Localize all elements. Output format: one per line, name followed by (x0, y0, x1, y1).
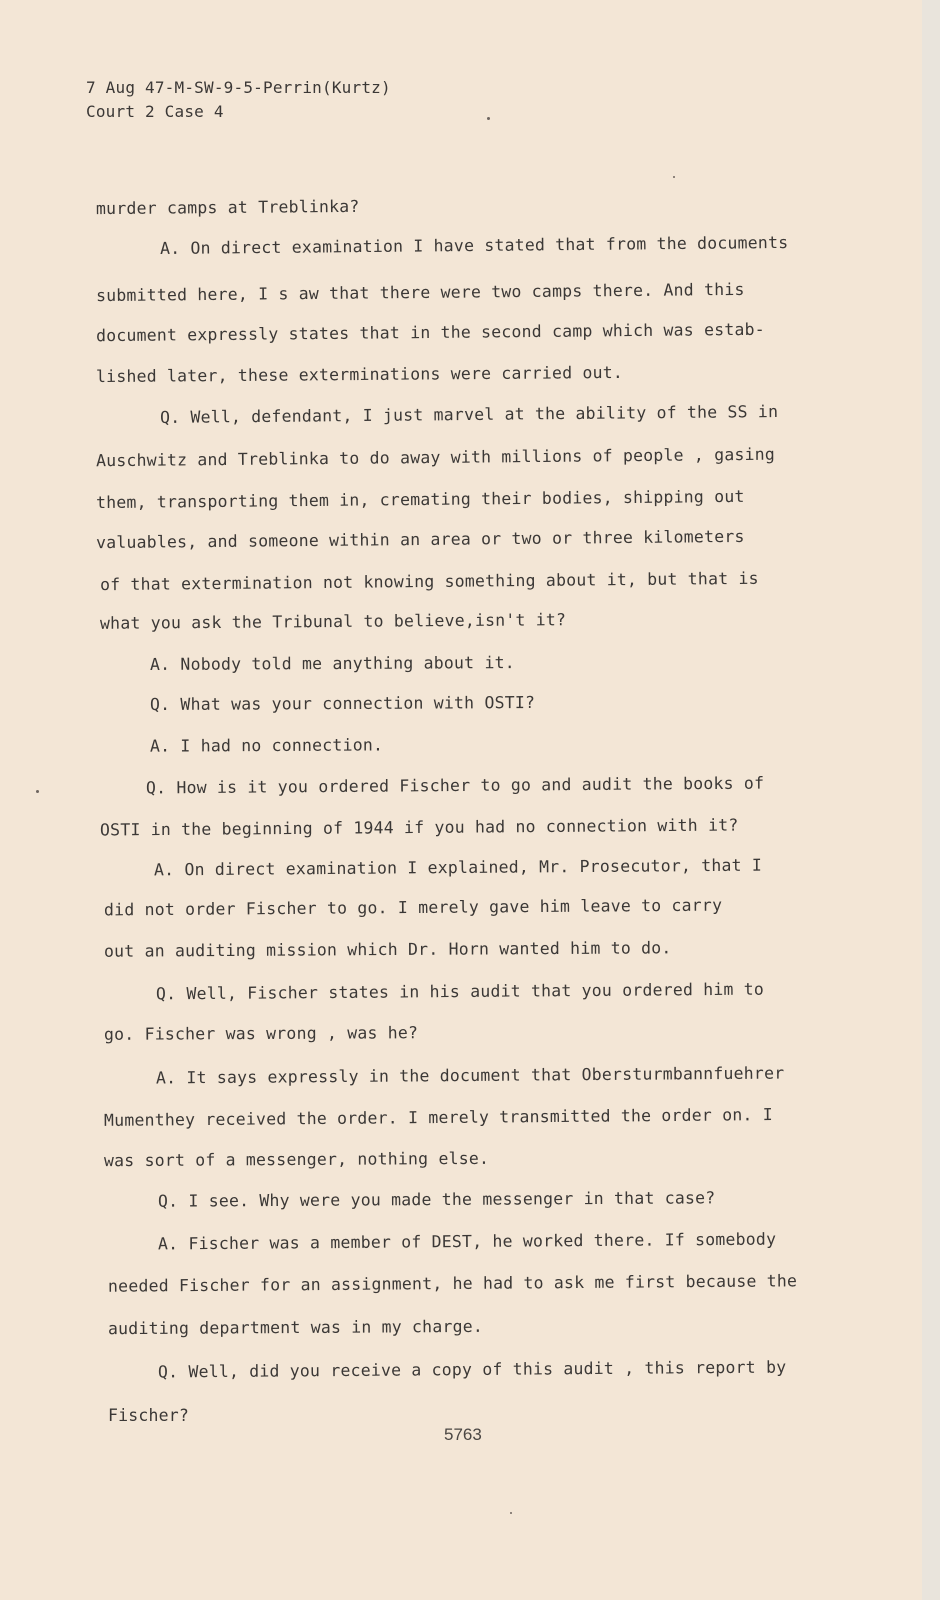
paper-speck (487, 117, 490, 120)
header-court-case: Court 2 Case 4 (86, 102, 224, 121)
transcript-line: A. I had no connection. (149, 735, 384, 756)
transcript-line: did not order Fischer to go. I merely gave him leave to carry (103, 895, 723, 920)
transcript-line: what you ask the Tribunal to believe,isn't it? (99, 610, 567, 633)
transcript-line: auditing department was in my charge. (107, 1316, 484, 1339)
transcript-line: Q. Well, did you receive a copy of this audit , this report by (157, 1357, 787, 1382)
transcript-line: Q. What was your connection with OSTI? (149, 692, 536, 715)
transcript-line: Fischer? (108, 1406, 190, 1425)
transcript-line: out an auditing mission which Dr. Horn wanted him to do. (103, 938, 672, 961)
transcript-line: needed Fischer for an assignment, he had to ask me first because the (107, 1271, 798, 1296)
paper-speck (36, 790, 39, 793)
transcript-line: Auschwitz and Treblinka to do away with millions of people , gasing (95, 444, 776, 471)
transcript-line: valuables, and someone within an area or two or three kilometers (95, 526, 745, 553)
transcript-line: A. On direct examination I have stated that from the documents (159, 232, 789, 259)
transcript-line: lished later, these exterminations were carried out. (95, 362, 624, 387)
transcript-line: Q. How is it you ordered Fischer to go and audit the books of (145, 773, 765, 798)
transcript-line: was sort of a messenger, nothing else. (103, 1148, 490, 1171)
transcript-line: A. Nobody told me anything about it. (149, 653, 515, 674)
transcript-line: Mumenthey received the order. I merely transmitted the order on. I (103, 1105, 773, 1130)
paper-speck (510, 1512, 512, 1514)
page-number: 5763 (444, 1425, 482, 1444)
header-date-reference: 7 Aug 47-M-SW-9-5-Perrin(Kurtz) (86, 78, 391, 97)
transcript-line: of that extermination not knowing something about it, but that is (99, 568, 759, 595)
transcript-line: A. Fischer was a member of DEST, he worked there. If somebody (157, 1229, 777, 1254)
transcript-line: them, transporting them in, cremating their bodies, shipping out (95, 486, 745, 513)
transcript-line: murder camps at Treblinka? (95, 196, 360, 219)
paper-speck (673, 176, 675, 178)
transcript-line: A. It says expressly in the document that Obersturmbannfuehrer (155, 1063, 785, 1088)
transcript-line: go. Fischer was wrong , was he? (103, 1023, 419, 1044)
transcript-line: document expressly states that in the second camp which was estab- (95, 319, 765, 346)
transcript-line: Q. I see. Why were you made the messenger in that case? (157, 1188, 716, 1211)
transcript-line: OSTI in the beginning of 1944 if you had no connection with it? (99, 815, 739, 840)
transcript-line: submitted here, I s aw that there were two camps there. And this (95, 279, 745, 306)
transcript-line: A. On direct examination I explained, Mr. Prosecutor, that I (153, 855, 763, 880)
transcript-line: Q. Well, Fischer states in his audit that you ordered him to (155, 979, 765, 1004)
transcript-line: Q. Well, defendant, I just marvel at the ability of the SS in (159, 402, 779, 427)
